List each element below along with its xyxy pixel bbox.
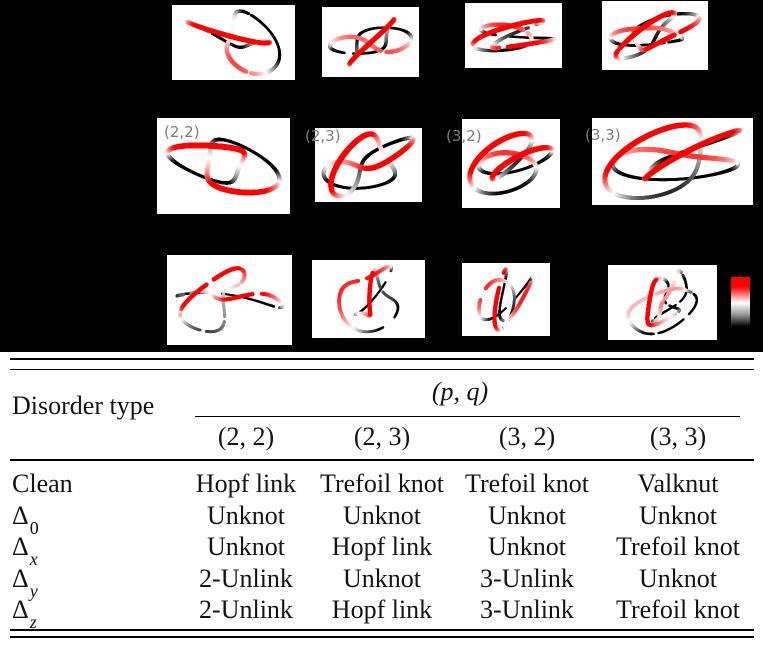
cell-dz-32: 3-Unlink (480, 595, 574, 624)
cell-dy-32: 3-Unlink (480, 563, 574, 593)
knot-canvas-r2c3 (608, 265, 717, 340)
cell-dx-32: Unknot (488, 532, 566, 561)
cell-dy-22: 2-Unlink (199, 563, 293, 593)
knot-panel-r2c0 (167, 255, 292, 345)
knot-canvas-r0c2 (465, 3, 562, 68)
cell-d0-33: Unknot (639, 500, 717, 530)
cell-d0-23: Unknot (343, 500, 421, 530)
row-label-clean: Clean (12, 469, 73, 498)
cell-clean-32: Trefoil knot (465, 469, 589, 498)
knot-panel-r0c3 (602, 1, 708, 70)
knot-panel-r2c3 (608, 265, 717, 340)
row-label-deltax: $\Delta_x$ (12, 532, 38, 570)
table-midrule (10, 459, 754, 461)
row-label-deltay: $\Delta_y$ (12, 563, 38, 601)
knot-canvas-r0c1 (322, 7, 419, 77)
knot-panel-r2c1 (312, 260, 425, 338)
cell-dy-23: Unknot (343, 563, 421, 593)
cell-d0-22: Unknot (207, 500, 285, 530)
knot-panel-r0c1 (322, 7, 419, 77)
cell-dz-22: 2-Unlink (199, 595, 293, 624)
panel-label-23: (2,3) (305, 127, 341, 145)
col-header-33: (3, 3) (649, 422, 707, 451)
table-toprule-thin (10, 369, 754, 370)
col-header-23: (2, 3) (353, 422, 411, 451)
cell-dx-22: Unknot (207, 532, 285, 561)
knot-canvas-r2c0 (167, 255, 292, 345)
col-header-22: (2, 2) (217, 422, 275, 451)
cell-dz-23: Hopf link (331, 595, 433, 624)
colorbar (731, 277, 750, 332)
row-label-deltaz: $\Delta_z$ (12, 595, 37, 633)
knot-canvas-r0c0 (172, 5, 295, 80)
panel-label-22: (2,2) (164, 123, 200, 141)
cell-dx-33: Trefoil knot (616, 532, 740, 561)
cell-clean-33: Valknut (637, 469, 719, 498)
cell-dx-23: Hopf link (331, 532, 433, 561)
cell-dy-33: Unknot (639, 563, 717, 593)
knot-panel-r0c2 (465, 3, 562, 68)
knot-canvas-r2c2 (462, 263, 550, 336)
table-toprule-thick (10, 358, 754, 360)
panel-label-32: (3,2) (446, 127, 482, 145)
cell-clean-23: Trefoil knot (320, 469, 444, 498)
knot-panel-r0c0 (172, 5, 295, 80)
col-header-32: (3, 2) (498, 422, 556, 451)
table-corner-header: Disorder type (12, 391, 155, 420)
knot-canvas-r0c3 (602, 1, 708, 70)
table-bottomrule-thin (10, 636, 754, 637)
table-cmidrule (195, 416, 740, 417)
cell-dz-33: Trefoil knot (616, 595, 740, 624)
cell-d0-32: Unknot (488, 500, 566, 530)
table-group-header-pq: (p, q) (431, 377, 489, 406)
cell-clean-22: Hopf link (195, 469, 297, 498)
knot-panel-r2c2 (462, 263, 550, 336)
table-bottomrule-thick (10, 629, 754, 631)
panel-label-33: (3,3) (585, 126, 621, 144)
row-label-delta0: $\Delta_0$ (12, 500, 39, 538)
knot-canvas-r2c1 (312, 260, 425, 338)
